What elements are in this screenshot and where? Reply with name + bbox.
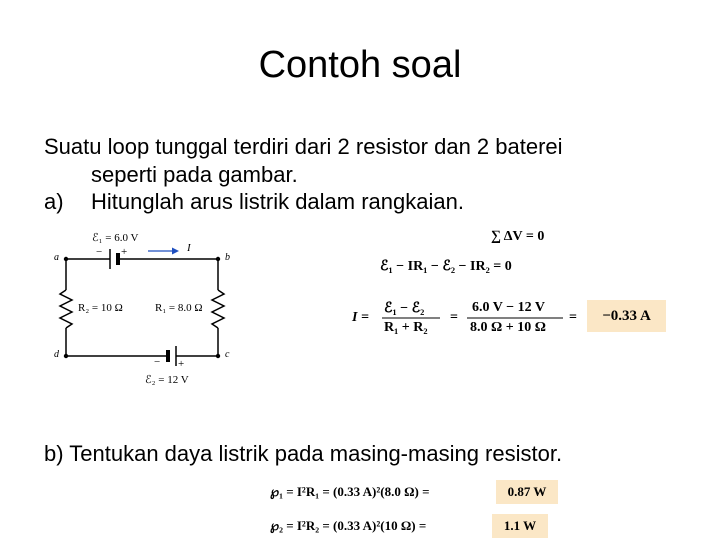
emf1-label: ℰ₁ = 6.0 V	[92, 232, 139, 244]
battery1-plus: +	[121, 246, 128, 258]
current-symbol: I =	[352, 310, 369, 325]
power1-equation: ℘₁ = I²R₁ = (0.33 A)²(8.0 Ω) =	[270, 484, 430, 499]
node-b	[216, 257, 220, 261]
corner-c-label: c	[225, 349, 230, 360]
battery2-plus: +	[178, 358, 185, 370]
power1-result: 0.87 W	[496, 480, 558, 504]
node-d	[64, 354, 68, 358]
corner-a-label: a	[54, 252, 59, 263]
r1-label: R₁ = 8.0 Ω	[155, 302, 203, 314]
fraction2-denominator: 8.0 Ω + 10 Ω	[470, 320, 546, 335]
current-label: I	[187, 242, 191, 254]
resistor-r2	[60, 290, 72, 328]
node-c	[216, 354, 220, 358]
current-arrow	[148, 248, 179, 255]
equals-sign-2: =	[569, 310, 577, 325]
corner-d-label: d	[54, 349, 59, 360]
r2-label: R₂ = 10 Ω	[78, 302, 123, 314]
part-a-text: Hitunglah arus listrik dalam rangkaian.	[91, 189, 464, 214]
corner-b-label: b	[225, 252, 230, 263]
kirchhoff-sum-rule: ∑ ΔV = 0	[491, 229, 545, 244]
fraction1-denominator: R₁ + R₂	[384, 320, 428, 335]
loop-equation: ℰ₁ − IR₁ − ℰ₂ − IR₂ = 0	[380, 259, 512, 274]
battery1-minus: −	[96, 246, 103, 258]
node-a	[64, 257, 68, 261]
fraction2-numerator: 6.0 V − 12 V	[472, 300, 545, 315]
part-b-text: b) Tentukan daya listrik pada masing-masing resistor.	[44, 441, 563, 466]
current-result: −0.33 A	[587, 300, 666, 332]
emf2-label: ℰ₂ = 12 V	[145, 374, 189, 386]
intro-line-2: seperti pada gambar.	[91, 162, 298, 187]
slide-title: Contoh soal	[258, 44, 462, 86]
part-a-marker: a)	[44, 189, 64, 214]
fraction1-numerator: ℰ₁ − ℰ₂	[384, 301, 425, 316]
power2-equation: ℘₂ = I²R₂ = (0.33 A)²(10 Ω) =	[270, 518, 427, 533]
equals-sign-1: =	[450, 310, 458, 325]
battery2-minus: −	[154, 356, 161, 368]
power2-result: 1.1 W	[492, 514, 548, 538]
resistor-r1	[212, 290, 224, 328]
intro-line-1: Suatu loop tunggal terdiri dari 2 resistor dan 2 baterei	[44, 134, 563, 159]
